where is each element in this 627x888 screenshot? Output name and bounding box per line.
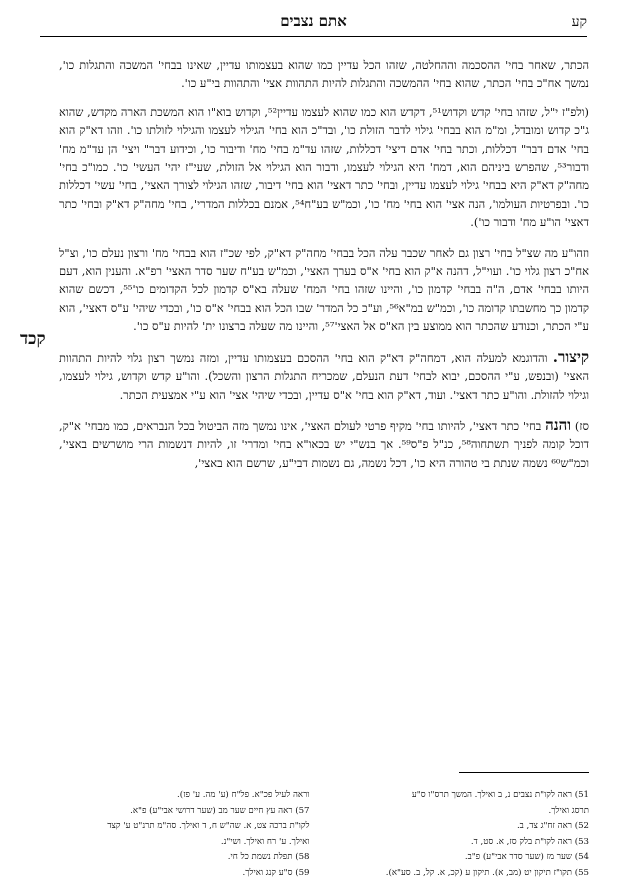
footnote-line: 58) תפלת נשמת כל חי. <box>227 852 310 863</box>
summary-paragraph <box>59 348 589 404</box>
footnote-line: 54) שער מז (שער סדר אבי"ע) פ"ב. <box>464 852 589 863</box>
margin-page-marker: קכד <box>20 329 46 349</box>
section-number: סז) <box>574 418 590 433</box>
running-title: אתם נצבים <box>280 12 347 30</box>
footnote-line: וראה לעיל פכ"א. פל"ח (ע' מה. ע' פז). <box>177 790 310 800</box>
footnote-line: 57) ראה עץ חיים שער מב (שער דרושי אבי"ע) פ"א. <box>130 805 310 816</box>
section-lead: והנה <box>545 415 572 434</box>
header-rule <box>40 36 587 37</box>
footnote-line: 52) ראה זח"ג צד, ב. <box>516 821 589 832</box>
footnote-line: 55) תקו"ז תיקון יט (מב, א). תיקון ע (קכ, א. קל, ב. סע"א). <box>385 867 589 878</box>
footnote-line: 59) ס"ע קנג ואילך. <box>242 867 310 878</box>
section-paragraph <box>59 416 589 472</box>
footnote-line: 51) ראה לקו"ת נצבים נ, ב ואילך. המשך תרס"ו ס"ע <box>411 790 589 800</box>
paragraph-3: וזהו"ע מה שצ"ל בחי' רצון גם לאחר שכבר עלה הכל בבחי' מחה"ק דא"ק, לפי שכ"ז הוא בבחי' מח' ורצון נעלם כו', וצ"ל אח"כ רצון גלוי כו'. ועוי"ל, דהנה א"ק הוא בחי' א"ס בערך האצי', וכמ"ש בע"ח שער סדר האצי' רפ"א. והענין הוא, דעם היותו בבחי' אדם, ה"ה בבחי' קדמון כו', והיינו שזהו בחי' המח' שעלה בא"ס קדמון לכל הקדומים כו'⁵⁵, דכשם שהוא קדמון כך מחשבתו קדומה כו', וכמ"ש במ"א⁵⁶, וע"כ כל המדר' שבו הכל הוא בבחי' א"ס כו', ובכדי שיהי' ע"ס דאצי', הוא ע"י הכתר, וכנודע שהכתר הוא ממוצע בין הא"ס אל האצי'⁵⁷, והיינו מה שעלה ברצונו ית' להיות ע"ס כו'. <box>59 245 590 334</box>
footnotes-left-column <box>44 788 310 882</box>
footnote-line: ואילך. ע' רח ואילך. ושי"נ. <box>220 836 310 847</box>
paragraph-1: הכתר, שאחר בחי' ההסכמה וההחלטה, שזהו הכל עדיין כמו שהוא בעצמותו עדיין, שאינו בבחי' המשכה והתגלות כו', נמשך אח"כ בחי' הכתר, שהוא בחי' ההמשכה והתגלות להיות התהוות אצי' והתהוות בי"ע כו'. <box>59 58 589 91</box>
summary-text: והדוגמא למעלה הוא, דמחה"ק דא"ק הוא בחי' ההסכם בעצמותו עדיין, ומזה נמשך רצון גלוי להיות התהוות האצי' (ובנפש, ע"י ההסכם, יבוא לבחי' דעת הנעלם, שמכריח התגלות הרצון והשכל). והו"ע קדש וקדוש, גילוי לעצמו, וגילוי להזולת. והו"ע כתר דאצי'. ועוד, דא"ק הוא בחי' א"ס עדיין, ובכדי שיהי' אצי' הוא ע"י אמצעית הכתר. <box>59 350 589 402</box>
page-header <box>40 10 587 36</box>
footnote-rule <box>459 772 589 773</box>
page-number: קע <box>571 14 587 30</box>
footnote-line: 53) ראה לקו"ת בלק סז, א. סט, ד. <box>470 836 589 847</box>
main-text <box>59 56 589 484</box>
footnote-line: לקו"ת ברכה צט, א. שה"ש ח, ד ואילך. סה"מ תרנ"ט ע' קצד <box>107 821 310 832</box>
footnotes-right-column <box>324 788 590 882</box>
footnotes <box>44 788 589 882</box>
section-text: בחי' כתר דאצי', להיותו בחי' מקיף פרטי לעולם האצי', אינו נמשך מזה הביטול בכל הנבראים, כמו מבחי' א"ק, דוכל קומה לפניך תשתחוה⁵⁸, כנ"ל פ"ס⁵⁹. אך בנש"י יש בכאו"א בחי' ומדרי' זו, להיות דנשמות הרי מושרשים באצי', וכמ"ש⁶⁰ נשמה שנתת בי טהורה היא כו', דכל נשמה, גם נשמות דבי"ע, שרשם הוא באצי', <box>59 418 590 470</box>
footnote-line: תרסג ואילך. <box>548 805 589 816</box>
summary-lead: קיצור. <box>552 347 589 366</box>
paragraph-2: (ולפ"ז י"ל, שזהו בחי' קדש וקדוש⁵¹, דקדש הוא כמו שהוא לעצמו עדיין⁵², וקדוש בוא"ו הוא המשכת הארה מקדש, שהוא ג"כ קדוש ומובדל, ומ"מ הוא בבחי' גילוי לדבר הזולת כו', ובד"כ הוא בחי' הגילוי לעצמו והגילוי לזולתו כו'. וזהו דא"ק הוא בחי' אדם דבר" דכללות, וכתר בחי' אדם דיצי' דכללות, שזהו עד"מ בחי' מח' ודיבור כו', וכידוע דבר" ויצי' הן עד"מ מח' ודבור⁵³, שהפרש ביניהם הוא, דמח' היא הגילוי לעצמו, ודבור הוא הגילוי אל הזולת, שעי"ז יהי' העשי' כו'. כמו"כ בחי' מחה"ק דא"ק היא בבחי' גילוי לעצמו עדיין, ובחי' כתר דאצי' הוא בחי' דיבור, שזהו הגילוי לצורך האצי', בחי' עשי' דכללות כו'. ובפרטיות העולמו', הנה אצי' הוא בחי' מח' כו', וכמ"ש בע"ח⁵⁴, אמנם בכללות המדרי', בחי' מחה"ק דא"ק ובחי' כתר דאצי' הו"ע מח' ודבור כו'). <box>59 104 590 230</box>
